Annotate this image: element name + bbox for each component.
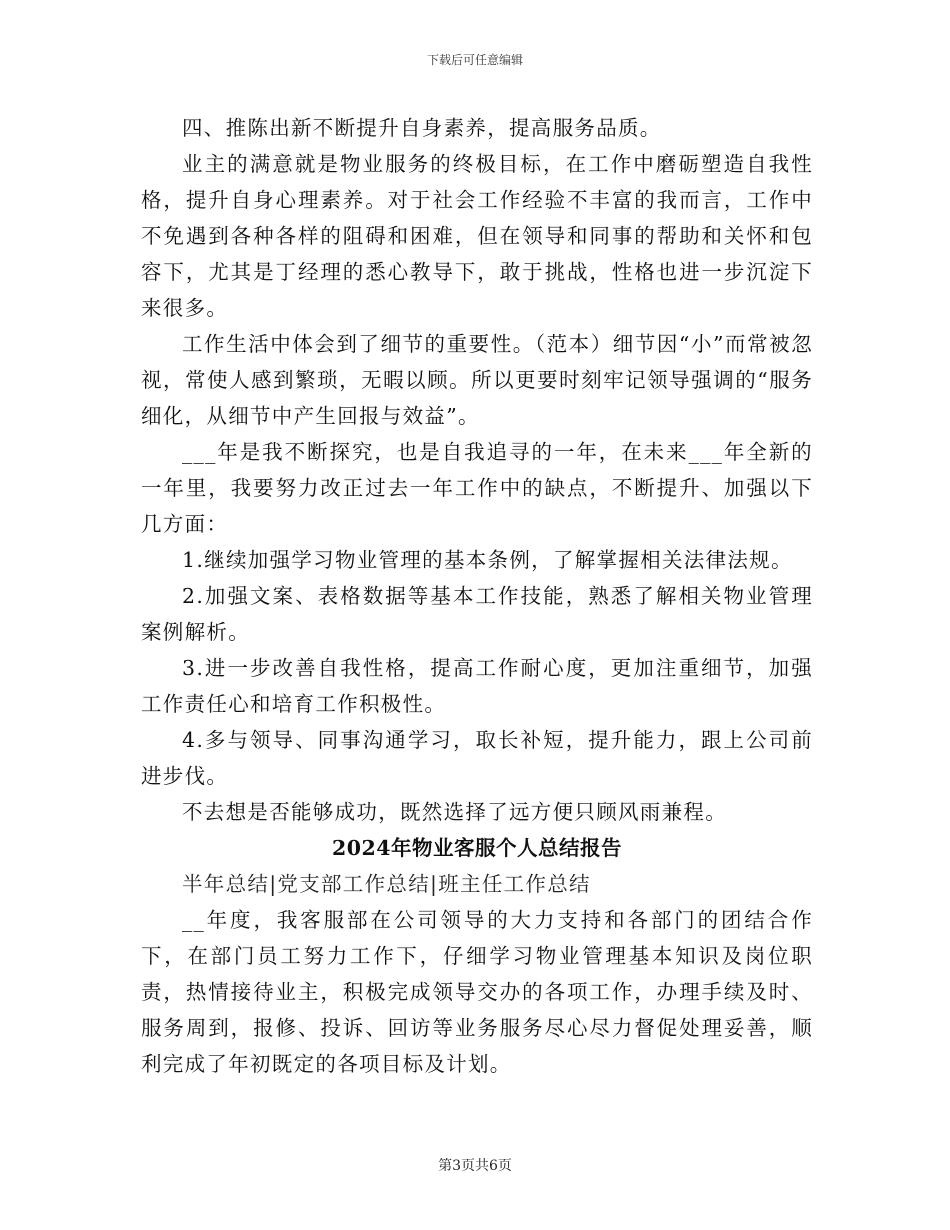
paragraph-details: 工作生活中体会到了细节的重要性。（范本）细节因“小”而常被忽视，常使人感到繁琐，无暇以顾。所以更要时刻牢记领导强调的“服务细化，从细节中产生回报与效益”。 xyxy=(141,332,813,428)
related-links: 半年总结|党支部工作总结|班主任工作总结 xyxy=(182,872,591,896)
report-title: 2024年物业客服个人总结报告 xyxy=(331,836,623,860)
paragraph-owner-satisfaction: 业主的满意就是物业服务的终极目标，在工作中磨砺塑造自我性格，提升自身心理素养。对于社会工作经验不丰富的我而言，工作中不免遇到各种各样的阻碍和困难，但在领导和同事的帮助和关怀和包容下，尤其是丁经理的悉心教导下，敢于挑战，性格也进一步沉淀下来很多。 xyxy=(141,152,813,320)
list-item-3: 3.进一步改善自我性格，提高工作耐心度，更加注重细节，加强工作责任心和培育工作积极性。 xyxy=(141,656,813,716)
list-item-1: 1.继续加强学习物业管理的基本条例，了解掌握相关法律法规。 xyxy=(182,548,793,572)
document-body xyxy=(141,110,813,1082)
list-item-2: 2.加强文案、表格数据等基本工作技能，熟悉了解相关物业管理案例解析。 xyxy=(141,584,813,644)
section-heading-4: 四、推陈出新不断提升自身素养，提高服务品质。 xyxy=(182,116,662,140)
paragraph-closing: 不去想是否能够成功，既然选择了远方便只顾风雨兼程。 xyxy=(182,800,727,824)
page-header-note: 下载后可任意编辑 xyxy=(426,53,523,67)
paragraph-next-year: ___年是我不断探究，也是自我追寻的一年，在未来___年全新的一年里，我要努力改正过去一年工作中的缺点，不断提升、加强以下几方面： xyxy=(141,440,813,536)
list-item-4: 4.多与领导、同事沟通学习，取长补短，提升能力，跟上公司前进步伐。 xyxy=(141,728,813,788)
page-number: 第3页共6页 xyxy=(438,1158,512,1174)
paragraph-annual-summary: __年度，我客服部在公司领导的大力支持和各部门的团结合作下，在部门员工努力工作下，仔细学习物业管理基本知识及岗位职责，热情接待业主，积极完成领导交办的各项工作，办理手续及时、服务周到，报修、投诉、回访等业务服务尽心尽力督促处理妥善，顺利完成了年初既定的各项目标及计划。 xyxy=(141,908,813,1076)
